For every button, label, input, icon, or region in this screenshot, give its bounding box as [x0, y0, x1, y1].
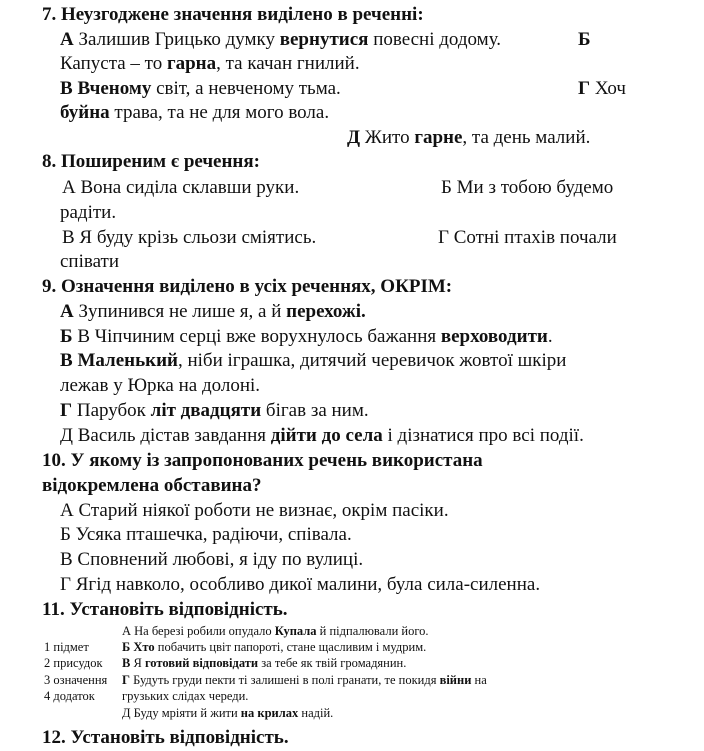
q10-option-g: Г Ягід навколо, особливо дикої малини, була сила-силенна.	[60, 574, 541, 595]
q7-title: 7. Неузгоджене значення виділено в реченні:	[42, 4, 424, 25]
q9-option-v: В Маленький, ніби іграшка, дитячий черевичок жовтої шкіри	[60, 350, 567, 371]
q10-title: 10. У якому із запропонованих речень використана	[42, 450, 483, 471]
q8-option-b-cont: радіти.	[60, 202, 117, 223]
q10-title-cont: відокремлена обставина?	[42, 475, 262, 496]
q8-option-g-cont: співати	[60, 251, 120, 272]
q11-option-d: Д Буду мріяти й жити на крилах надій.	[122, 706, 334, 720]
q9-title: 9. Означення виділено в усіх реченнях, ОКРІМ:	[42, 276, 453, 297]
q9-option-d: Д Василь дістав завдання дійти до села і дізнатися про всі події.	[60, 425, 584, 446]
q11-option-b: Б Хто побачить цвіт папороті, стане щасливим і мудрим.	[122, 640, 427, 654]
q8-title: 8. Поширеним є речення:	[42, 151, 260, 172]
q9-option-b: Б В Чіпчиним серці вже ворухнулось бажання верховодити.	[60, 326, 553, 347]
q11-left-1: 1 підмет	[44, 640, 89, 654]
q7-option-g: Г Хоч	[578, 78, 626, 99]
q11-option-g-cont: грузьких слідах череди.	[122, 689, 249, 703]
q7-option-g-cont: буйна трава, та не для мого вола.	[60, 102, 330, 123]
q11-option-v: В Я готовий відповідати за тебе як твій громадянин.	[122, 656, 407, 670]
q8-option-g: Г Сотні птахів почали	[438, 227, 617, 248]
q10-option-a: А Старий ніякої роботи не визнає, окрім пасіки.	[60, 500, 449, 521]
q11-left-4: 4 додаток	[44, 689, 95, 703]
q9-option-v-cont: лежав у Юрка на долоні.	[60, 375, 261, 396]
q10-option-v: В Сповнений любові, я іду по вулиці.	[60, 549, 364, 570]
q11-option-g: Г Будуть груди пекти ті залишені в полі гранати, те покидя війни на	[122, 673, 487, 687]
q7-option-b: Капуста – то гарна, та качан гнилий.	[60, 53, 360, 74]
q12-title: 12. Установіть відповідність.	[42, 727, 289, 748]
q11-left-2: 2 присудок	[44, 656, 103, 670]
q7-option-v: В Вченому світ, а невченому тьма.	[60, 78, 341, 99]
q7-option-b-letter: Б	[578, 29, 591, 50]
q7-option-d: Д Жито гарне, та день малий.	[347, 127, 591, 148]
q8-option-v: В Я буду крізь сльози сміятись.	[62, 227, 317, 248]
q9-option-g: Г Парубок літ двадцяти бігав за ним.	[60, 400, 369, 421]
q9-option-a: А Зупинився не лише я, а й перехожі.	[60, 301, 366, 322]
q11-left-3: 3 означення	[44, 673, 108, 687]
q11-option-a: А На березі робили опудало Купала й підпалювали його.	[122, 624, 429, 638]
q10-option-b: Б Усяка пташечка, радіючи, співала.	[60, 524, 352, 545]
q8-option-b: Б Ми з тобою будемо	[441, 177, 614, 198]
q11-title: 11. Установіть відповідність.	[42, 599, 288, 620]
q8-option-a: А Вона сиділа склавши руки.	[62, 177, 300, 198]
q7-option-a: А Залишив Грицько думку вернутися повесні додому.	[60, 29, 502, 50]
